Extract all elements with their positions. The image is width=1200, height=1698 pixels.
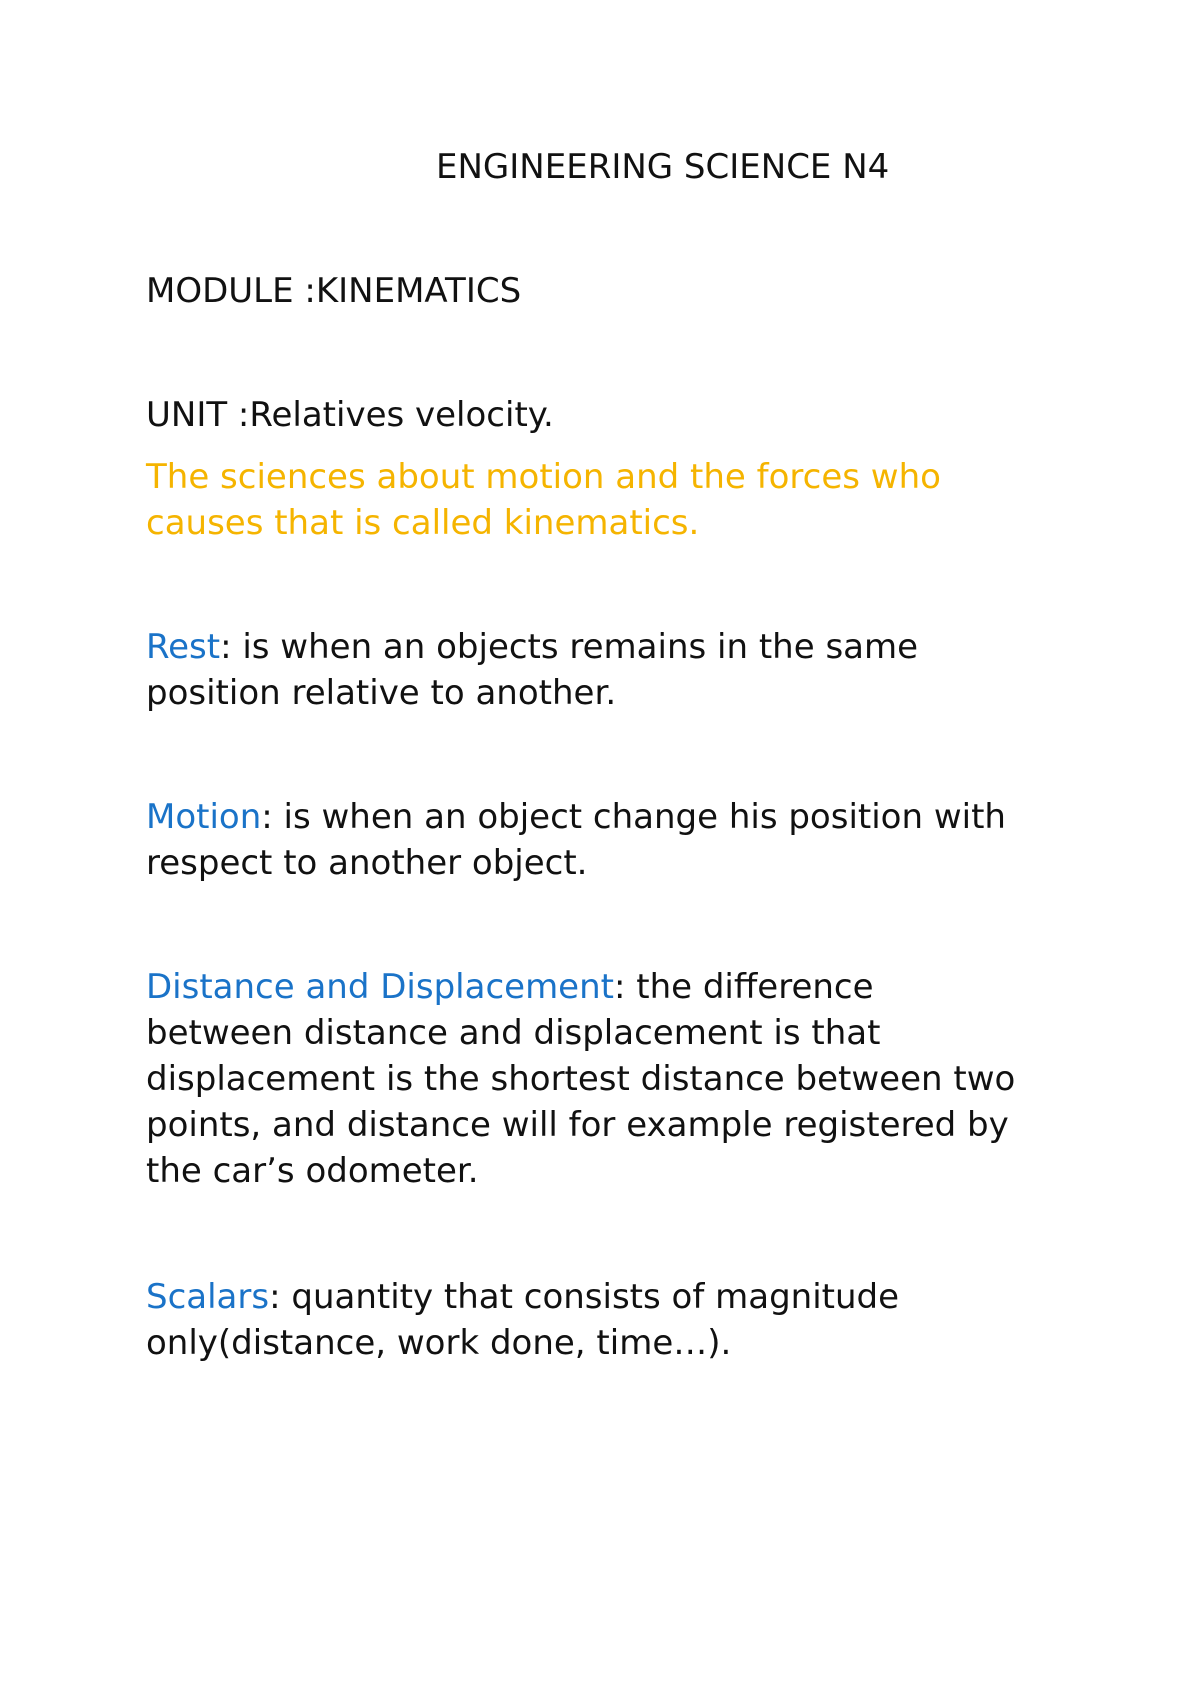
- definition-term: Scalars: [146, 1277, 270, 1317]
- module-line: MODULE :KINEMATICS: [146, 271, 522, 311]
- unit-line: UNIT :Relatives velocity.: [146, 395, 554, 435]
- definition-text: : is when an objects remains in the same position relative to another.: [146, 627, 919, 713]
- definition-text: : quantity that consists of magnitude only(distance, work done, time…).: [146, 1277, 900, 1363]
- intro-paragraph: The sciences about motion and the forces who causes that is called kinematics.: [146, 457, 941, 543]
- definition-motion: [146, 794, 1026, 886]
- definition-scalars: [146, 1274, 1026, 1366]
- definition-distance-displacement: [146, 964, 1026, 1194]
- definition-term: Distance and Displacement: [146, 967, 614, 1007]
- document-title: ENGINEERING SCIENCE N4: [436, 147, 890, 187]
- definition-term: Motion: [146, 797, 262, 837]
- definition-term: Rest: [146, 627, 221, 667]
- definition-text: : the difference between distance and displacement is that displacement is the shortest distance between two points, and distance will for example registered by the car’s odometer.: [146, 967, 1016, 1191]
- definition-text: : is when an object change his position with respect to another object.: [146, 797, 1006, 883]
- definition-rest: [146, 624, 1026, 716]
